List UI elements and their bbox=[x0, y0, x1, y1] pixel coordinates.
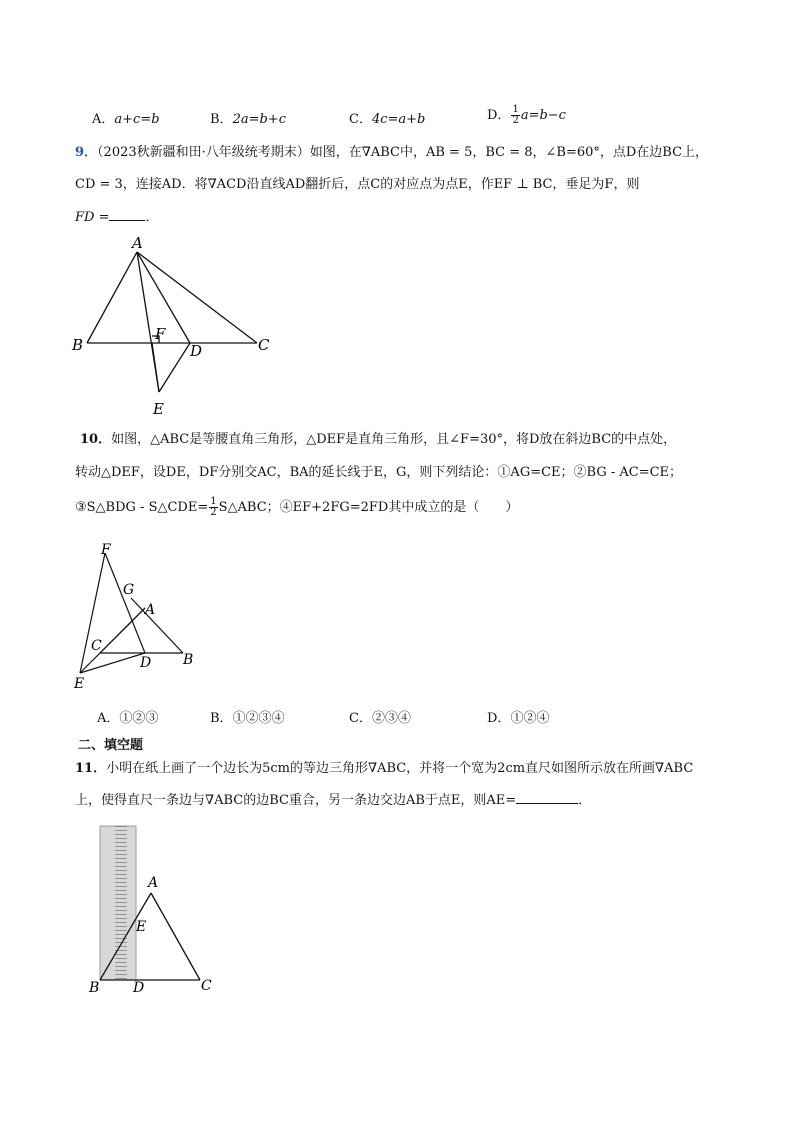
label-e: E bbox=[153, 400, 164, 418]
q9-line-2: CD = 3，连接AD．将∇ACD沿直线AD翻折后，点C的对应点为点E，作EF ⊥ BC，垂足为F，则 bbox=[75, 177, 640, 192]
label-g: G bbox=[123, 582, 135, 598]
label-d: D bbox=[190, 342, 203, 360]
fraction: $\frac{1}{2}$ bbox=[512, 104, 519, 126]
q10-line-1: 10．如图，△ABC是等腰直角三角形，△DEF是直角三角形，且∠F=30°，将D放在斜边BC的中点处， bbox=[80, 432, 677, 447]
label-c: C bbox=[201, 978, 212, 994]
segment-ed bbox=[159, 343, 190, 392]
fraction: $\frac{1}{2}$ bbox=[210, 496, 217, 518]
label-e: E bbox=[74, 676, 85, 692]
label-f: F bbox=[155, 325, 166, 343]
q10-line-2: 转动△DEF，设DE，DF分别交AC，BA的延长线于E，G，则下列结论：①AG=CE；②BG - AC=CE； bbox=[75, 465, 683, 480]
ruler-ticks bbox=[100, 826, 136, 980]
q11-line-1: 11．小明在纸上画了一个边长为5cm的等边三角形∇ABC，并将一个宽为2cm直尺如图所示放在所画∇ABC bbox=[75, 761, 694, 776]
label-a: A bbox=[148, 875, 159, 891]
label-b: B bbox=[89, 980, 100, 996]
label-c: C bbox=[258, 336, 270, 354]
q11-figure bbox=[85, 822, 225, 1000]
label-b: B bbox=[183, 652, 194, 668]
segment-ef bbox=[152, 343, 159, 392]
q8-option-b: B．2a=b+c bbox=[210, 112, 286, 127]
q9-line-3: FD = ． bbox=[75, 210, 159, 225]
label-b: B bbox=[72, 336, 84, 354]
label-a: A bbox=[145, 602, 156, 618]
q10-option-c: C．②③④ bbox=[349, 711, 411, 726]
q8-option-d: D． $\frac{1}{2}$ a=b−c bbox=[487, 104, 566, 126]
label-f: F bbox=[101, 542, 111, 558]
q8-option-a: A．a+c=b bbox=[92, 112, 160, 127]
q9-line-1: 9．（2023秋新疆和田·八年级统考期末）如图，在∇ABC中，AB = 5，BC = 8，∠B=60°，点D在边BC上， bbox=[75, 145, 709, 160]
q11-line-2: 上，使得直尺一条边与∇ABC的边BC重合，另一条边交边AB于点E，则AE= ． bbox=[75, 793, 592, 808]
label-d: D bbox=[140, 655, 152, 671]
segment-ab bbox=[87, 252, 137, 343]
label-c: C bbox=[91, 638, 102, 654]
label-a: A bbox=[132, 234, 143, 252]
q9-figure bbox=[60, 232, 290, 422]
q10-option-b: B．①②③④ bbox=[210, 711, 285, 726]
answer-blank[interactable] bbox=[109, 220, 145, 221]
q8-option-c: C．4c=a+b bbox=[349, 112, 426, 127]
answer-blank[interactable] bbox=[516, 803, 578, 804]
label-e: E bbox=[136, 919, 147, 935]
q10-option-a: A．①②③ bbox=[97, 711, 159, 726]
q10-line-3: ③S△BDG - S△CDE= $\frac{1}{2}$ S△ABC；④EF+2FG=2FD其中成立的是（ ） bbox=[75, 496, 519, 518]
section-heading: 二、填空题 bbox=[78, 738, 144, 753]
segment-bg bbox=[131, 598, 183, 653]
q10-option-d: D．①②④ bbox=[487, 711, 550, 726]
label-d: D bbox=[133, 980, 145, 996]
segment-ac bbox=[151, 893, 200, 980]
segment-fd bbox=[105, 553, 145, 653]
q10-figure bbox=[65, 540, 215, 695]
segment-ef bbox=[80, 553, 105, 673]
